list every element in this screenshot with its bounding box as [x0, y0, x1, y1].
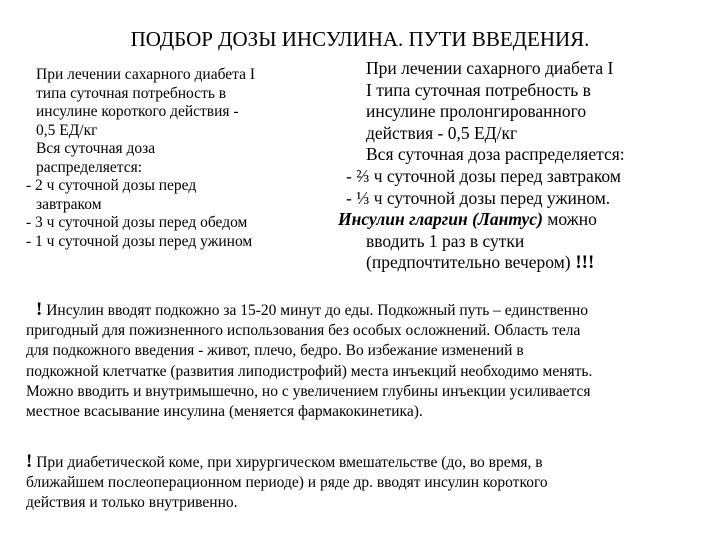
right-column	[338, 58, 625, 274]
left-column-line: Вся суточная доза	[36, 140, 156, 157]
right-column-line-text: (предпочтительно вечером)	[366, 252, 571, 273]
exclamation-mark: !	[26, 451, 33, 472]
left-column-line: инсулине короткого действия -	[36, 103, 239, 120]
right-column-line: инсулине пролонгированного	[366, 101, 587, 122]
left-column-line: - 1 ч суточной дозы перед ужином	[26, 232, 253, 250]
exclamation-mark: !	[36, 299, 43, 320]
left-column-line: - 2 ч суточной дозы перед	[26, 177, 197, 194]
paragraph-line	[26, 300, 592, 321]
left-column-line: 0,5 ЕД/кг	[36, 121, 98, 139]
left-column-line: - 3 ч суточной дозы перед обедом	[26, 214, 248, 231]
paragraph-line: для подкожного введения - живот, плечо, бедро. Во избежание изменений в	[26, 342, 524, 360]
right-column-line: I типа суточная потребность в	[366, 79, 591, 100]
paragraph-line	[26, 452, 548, 473]
drug-line	[338, 209, 625, 231]
paragraph-intravenous	[26, 452, 548, 514]
paragraph-line: местное всасывание инсулина (меняется фармакокинетика).	[26, 403, 423, 421]
left-column-line: При лечении сахарного диабета I	[36, 66, 256, 83]
left-column-line: распределяется:	[36, 158, 143, 176]
drug-name: Инсулин гларгин (Лантус)	[338, 209, 543, 230]
left-column	[26, 66, 255, 251]
paragraph-line: подкожной клетчатке (развития липодистрофий) места инъекций необходимо менять.	[26, 362, 593, 380]
paragraph-line-text: При диабетической коме, при хирургическом вмешательстве (до, во время, в	[32, 454, 543, 471]
paragraph-injection-route	[26, 300, 592, 422]
paragraph-line: Можно вводить и внутримышечно, но с увеличением глубины инъекции усиливается	[26, 382, 591, 400]
paragraph-line: ближайшем послеоперационном периоде) и ряде др. вводят инсулин короткого	[26, 474, 548, 492]
right-column-line: Вся суточная доза распределяется:	[366, 144, 625, 165]
left-column-line: завтраком	[36, 195, 102, 213]
page-title: ПОДБОР ДОЗЫ ИНСУЛИНА. ПУТИ ВВЕДЕНИЯ.	[130, 27, 590, 51]
emphasis-marks: !!!	[570, 252, 595, 274]
drug-line-rest: можно	[542, 209, 597, 230]
right-column-line: - ⅔ ч суточной дозы перед завтраком	[346, 165, 621, 186]
paragraph-line-text: Инсулин вводят подкожно за 15-20 минут до еды. Подкожный путь – единственно	[42, 302, 589, 319]
right-column-line: - ⅓ ч суточной дозы перед ужином.	[346, 187, 611, 208]
right-column-line: действия - 0,5 ЕД/кг	[366, 122, 518, 143]
right-column-line: вводить 1 раз в сутки	[366, 230, 525, 251]
right-column-line	[338, 252, 625, 274]
right-column-line: При лечении сахарного диабета I	[366, 58, 614, 78]
left-column-line: типа суточная потребность в	[36, 84, 227, 102]
paragraph-line: пригодный для пожизненного использования без особых осложнений. Область тела	[26, 322, 581, 340]
paragraph-line: действия и только внутривенно.	[26, 494, 238, 512]
